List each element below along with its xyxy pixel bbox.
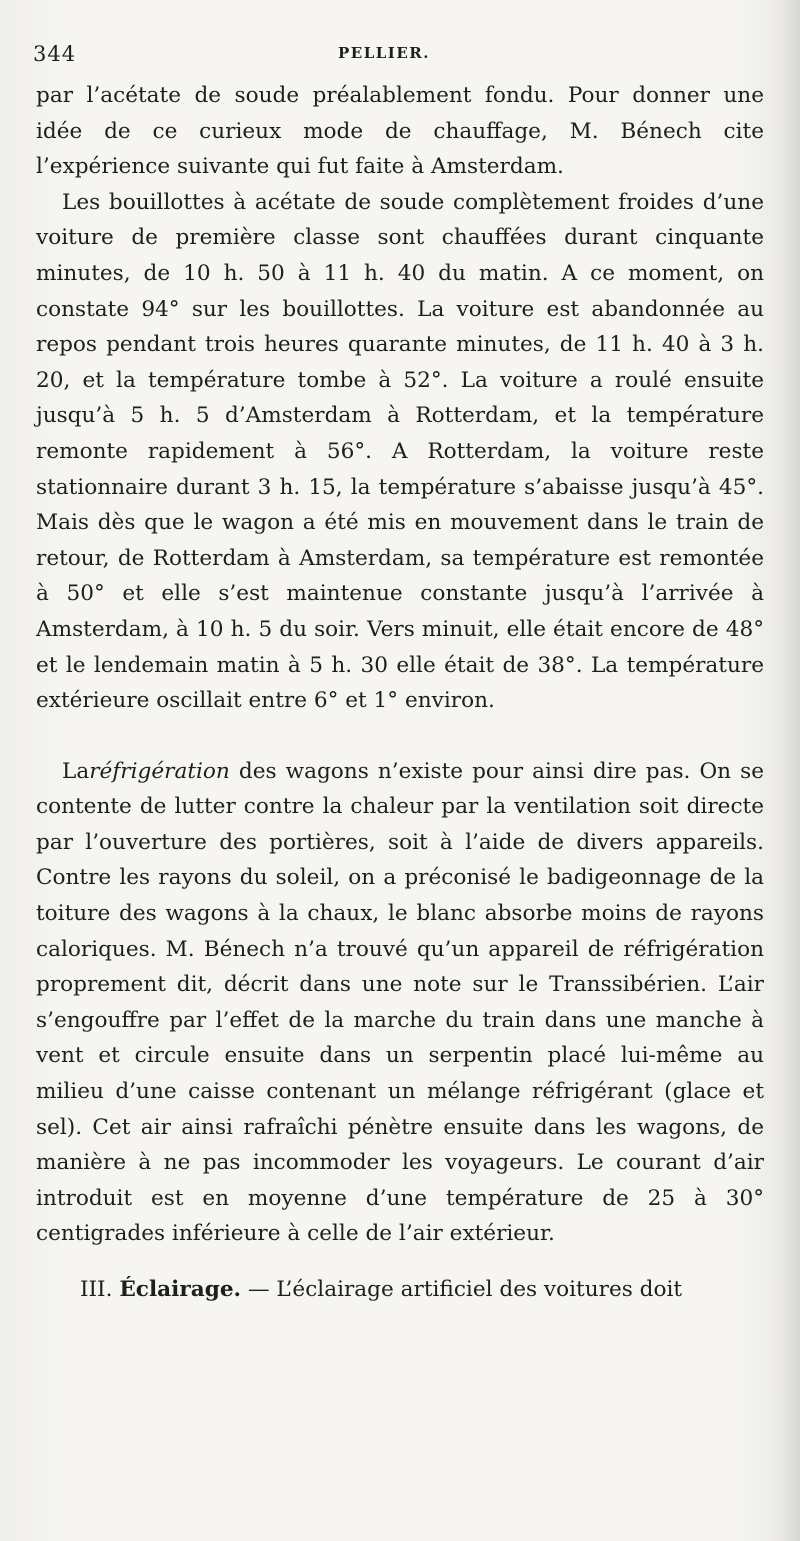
refrigeration-text: des wagons n’existe pour ainsi dire pas. On se contente de lutter contre la chaleur par la ventilation soit directe par l’ouverture des portières, soit à l’aide de divers appareils. Contre les rayons du soleil, on a préconisé le badigeonnage de la toiture des wagons à la chaux, le blanc absorbe moins de rayons caloriques. M. Bénech n’a trouvé qu’un appareil de réfrigération proprement dit, décrit dans une note sur le Transsibérien. L’air s’engouffre par l’effet de la marche du train dans une manche à vent et circule ensuite dans un serpentin placé lui-même au milieu d’une caisse contenant un mélange réfrigérant (glace et sel). Cet air ainsi rafraîchi pénètre ensuite dans les wagons, de manière à ne pas incommoder les voyageurs. Le courant d’air introduit est en moyenne d’une température de 25 à 30° centigrades inférieure à celle de l’air extérieur. <box>36 758 764 1247</box>
section-number: III. <box>80 1277 113 1302</box>
refrigeration-lead: La <box>62 758 90 784</box>
section-heading-paragraph <box>36 1272 764 1308</box>
page-shadow <box>778 0 800 1541</box>
page-body <box>36 78 764 1308</box>
section-title: Éclairage. <box>119 1277 242 1302</box>
paragraph-experiment: Les bouillottes à acétate de soude complètement froides d’une voiture de première classe sont chauffées durant cinquante minutes, de 10 h. 50 à 11 h. 40 du matin. A ce moment, on constate 94° sur les bouillottes. La voiture est abandonnée au repos pendant trois heures quarante minutes, de 11 h. 40 à 3 h. 20, et la température tombe à 52°. La voiture a roulé ensuite jusqu’à 5 h. 5 d’Amsterdam à Rotterdam, et la température remonte rapidement à 56°. A Rotterdam, la voiture reste stationnaire durant 3 h. 15, la température s’abaisse jusqu’à 45°. Mais dès que le wagon a été mis en mouvement dans le train de retour, de Rotterdam à Amsterdam, sa température est remontée à 50° et elle s’est maintenue constante jusqu’à l’arrivée à Amsterdam, à 10 h. 5 du soir. Vers minuit, elle était encore de 48° et le lendemain matin à 5 h. 30 elle était de 38°. La température extérieure oscillait entre 6° et 1° environ. <box>36 189 764 714</box>
refrigeration-term: réfrigération <box>89 758 230 784</box>
running-title: PELLIER. <box>338 44 430 62</box>
paragraph-continuation: par l’acétate de soude préalablement fondu. Pour donner une idée de ce curieux mode de chauffage, M. Bénech cite l’expérience suivante qui fut faite à Amsterdam. <box>36 83 764 180</box>
section-text: — L’éclairage artificiel des voitures doit <box>241 1277 683 1302</box>
paragraph-refrigeration <box>36 754 764 1252</box>
page-header <box>33 38 760 68</box>
page-number: 344 <box>33 42 77 66</box>
